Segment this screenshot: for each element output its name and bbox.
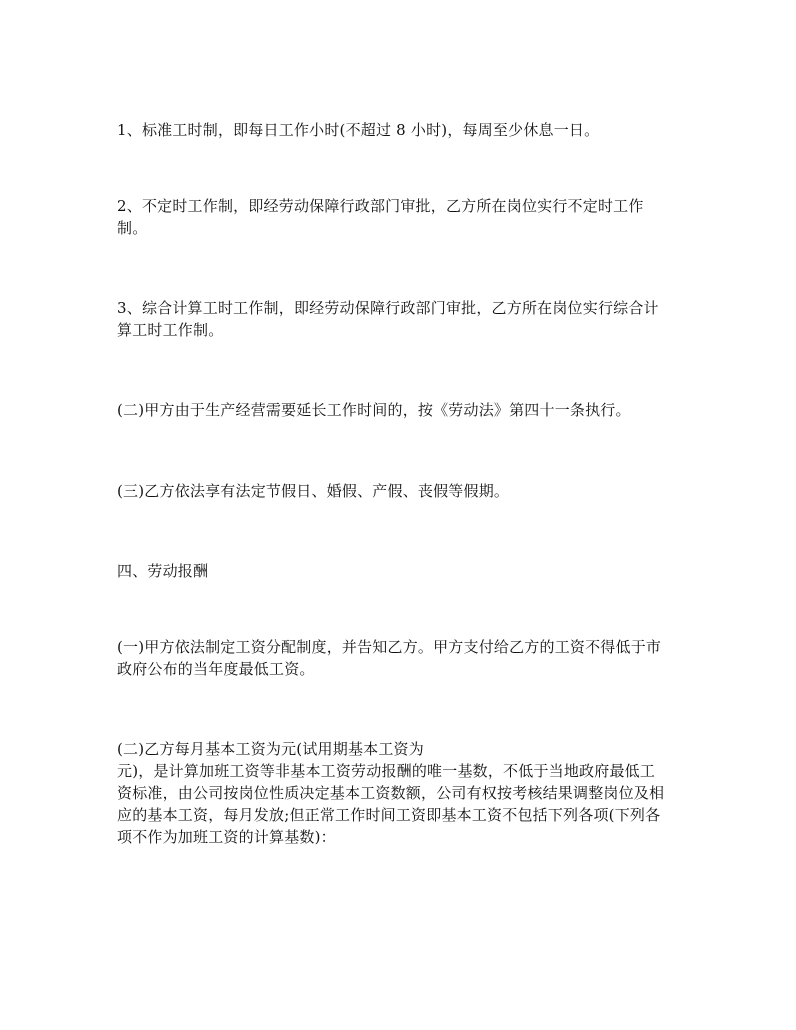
paragraph-holidays: [117, 480, 687, 502]
paragraph-line: (一)甲方依法制定工资分配制度，并告知乙方。甲方支付给乙方的工资不得低于市: [117, 638, 662, 656]
paragraph-line: 资标准，由公司按岗位性质决定基本工资数额，公司有权按考核结果调整岗位及相: [117, 784, 665, 802]
paragraph-standard-hours: [117, 119, 687, 141]
paragraph-base-salary: [117, 738, 687, 848]
paragraph-line: (三)乙方依法享有法定节假日、婚假、产假、丧假等假期。: [117, 482, 510, 500]
paragraph-line: 政府公布的当年度最低工资。: [117, 660, 315, 678]
paragraph-wage-system: [117, 636, 687, 680]
paragraph-line: (二)乙方每月基本工资为元(试用期基本工资为: [117, 740, 424, 758]
paragraph-comprehensive-hours: [117, 297, 687, 341]
section-heading-remuneration: [117, 560, 687, 582]
paragraph-line: 元)，是计算加班工资等非基本工资劳动报酬的唯一基数，不低于当地政府最低工: [117, 762, 656, 780]
paragraph-line: 算工时工作制。: [117, 321, 224, 339]
paragraph-line: 制。: [117, 219, 148, 237]
paragraph-flexible-hours: [117, 195, 687, 239]
paragraph-line: 应的基本工资，每月发放;但正常工作时间工资即基本工资不包括下列各项(下列各: [117, 806, 661, 824]
paragraph-line: (二)甲方由于生产经营需要延长工作时间的，按《劳动法》第四十一条执行。: [117, 401, 631, 419]
paragraph-line: 项不作为加班工资的计算基数)：: [117, 828, 336, 846]
paragraph-line: 3、综合计算工时工作制，即经劳动保障行政部门审批，乙方所在岗位实行综合计: [117, 299, 659, 317]
paragraph-line: 2、不定时工作制，即经劳动保障行政部门审批，乙方所在岗位实行不定时工作: [117, 197, 644, 215]
section-heading: 四、劳动报酬: [117, 562, 209, 580]
paragraph-line: 1、标准工时制，即每日工作小时(不超过 8 小时)，每周至少休息一日。: [117, 121, 600, 139]
paragraph-overtime: [117, 399, 687, 421]
